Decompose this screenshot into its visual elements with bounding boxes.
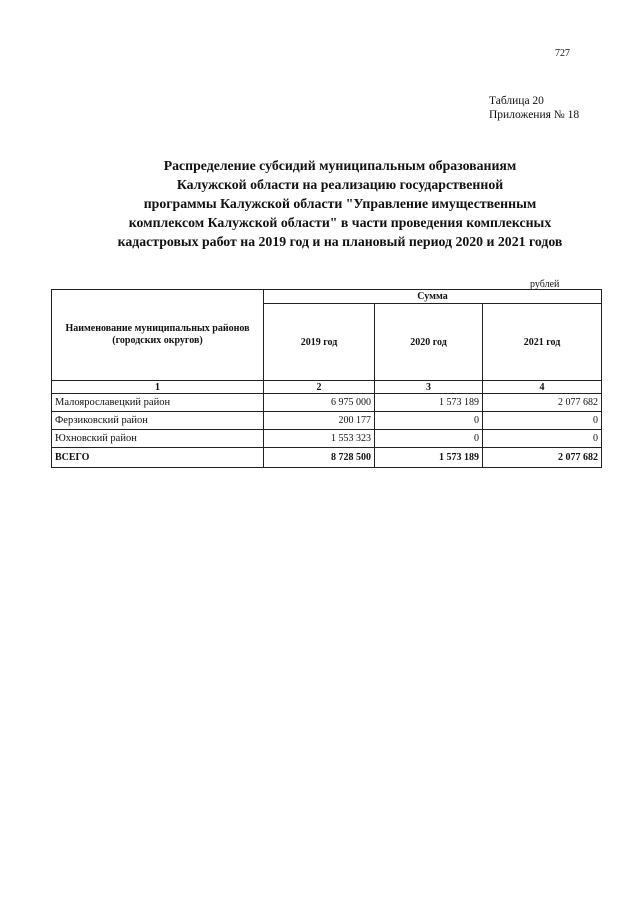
column-number: 2 <box>264 381 375 394</box>
document-title <box>60 156 620 251</box>
title-line-3: программы Калужской области "Управление имущественным <box>143 196 537 211</box>
district-name: Малоярославецкий район <box>52 394 264 412</box>
value-2020: 0 <box>375 430 483 448</box>
value-2019: 6 975 000 <box>264 394 375 412</box>
value-2020: 0 <box>375 412 483 430</box>
table-ref-line-1: Таблица 20 <box>489 95 544 107</box>
total-2019: 8 728 500 <box>264 448 375 468</box>
total-row <box>52 448 602 468</box>
value-2020: 1 573 189 <box>375 394 483 412</box>
table-reference <box>489 94 579 122</box>
table-ref-line-2: Приложения № 18 <box>489 109 580 121</box>
total-2020: 1 573 189 <box>375 448 483 468</box>
table-row <box>52 430 602 448</box>
value-2021: 0 <box>483 430 602 448</box>
table-row <box>52 394 602 412</box>
column-number-row <box>52 381 602 394</box>
header-year-2020: 2020 год <box>375 304 483 381</box>
header-year-2021: 2021 год <box>483 304 602 381</box>
table-row <box>52 412 602 430</box>
column-number: 4 <box>483 381 602 394</box>
unit-label: рублей <box>530 279 560 290</box>
total-label: ВСЕГО <box>52 448 264 468</box>
total-2021: 2 077 682 <box>483 448 602 468</box>
subsidy-table <box>51 289 602 468</box>
title-line-5: кадастровых работ на 2019 год и на плановый период 2020 и 2021 годов <box>117 234 563 249</box>
title-line-1: Распределение субсидий муниципальным образованиям <box>163 158 517 173</box>
title-line-4: комплексом Калужской области" в части проведения комплексных <box>128 215 552 230</box>
header-sum: Сумма <box>264 290 602 304</box>
district-name: Ферзиковский район <box>52 412 264 430</box>
column-number: 1 <box>52 381 264 394</box>
district-name: Юхновский район <box>52 430 264 448</box>
header-year-2019: 2019 год <box>264 304 375 381</box>
column-number: 3 <box>375 381 483 394</box>
title-line-2: Калужской области на реализацию государственной <box>176 177 504 192</box>
value-2021: 0 <box>483 412 602 430</box>
header-district-name: Наименование муниципальных районов (городских округов) <box>52 290 264 381</box>
value-2019: 1 553 323 <box>264 430 375 448</box>
value-2019: 200 177 <box>264 412 375 430</box>
page-number: 727 <box>555 48 570 59</box>
value-2021: 2 077 682 <box>483 394 602 412</box>
